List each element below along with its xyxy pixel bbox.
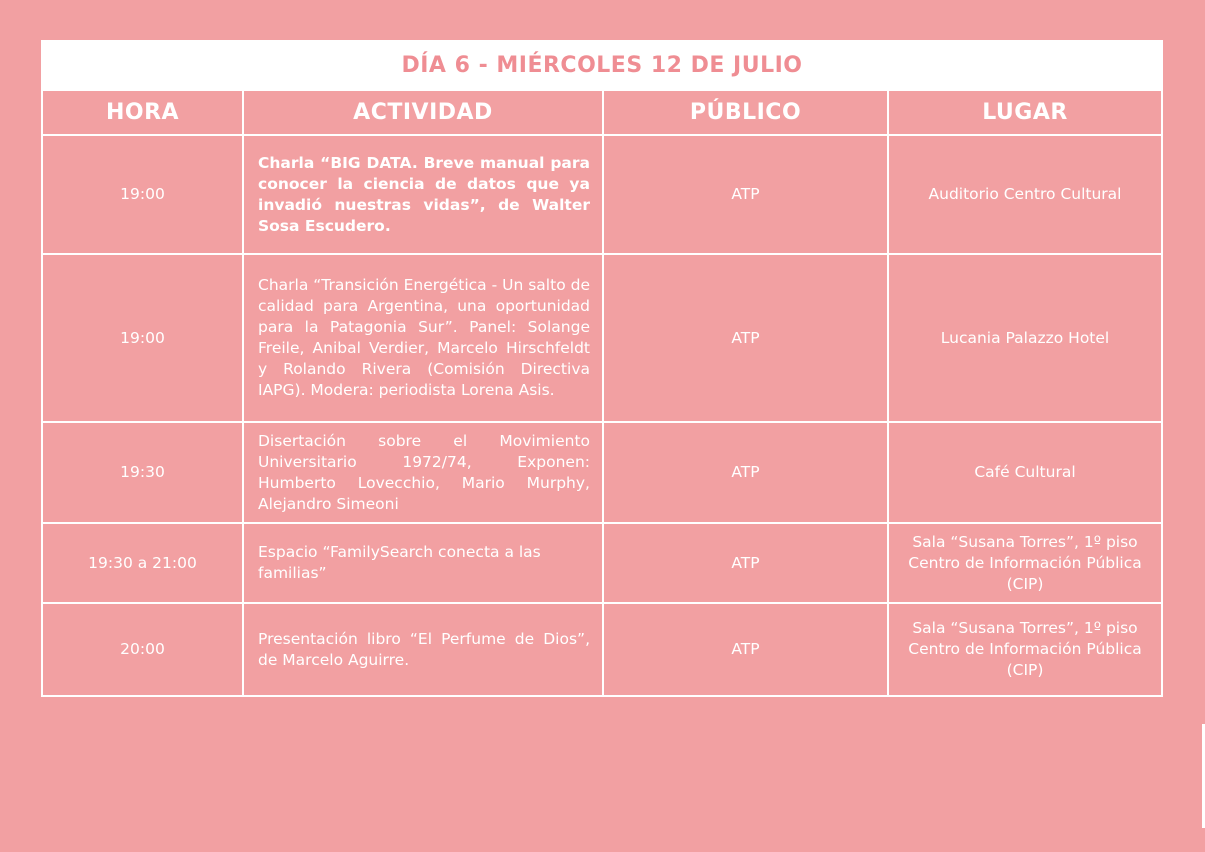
cell-actividad: Presentación libro “El Perfume de Dios”, de Marcelo Aguirre. <box>243 603 603 695</box>
header-actividad: ACTIVIDAD <box>243 90 603 135</box>
day-title: DÍA 6 - MIÉRCOLES 12 DE JULIO <box>43 42 1161 89</box>
cell-publico: ATP <box>603 523 888 603</box>
cell-actividad: Charla “Transición Energética - Un salto de calidad para Argentina, una oportunidad para la Patagonia Sur”. Panel: Solange Freile, Anibal Verdier, Marcelo Hirschfeldt y Rolando Rivera (Comisión Directiva IAPG). Modera: periodista Lorena Asis. <box>243 254 603 422</box>
cell-actividad: Charla “BIG DATA. Breve manual para conocer la ciencia de datos que ya invadió nuestras vidas”, de Walter Sosa Escudero. <box>243 135 603 254</box>
cell-hora: 19:30 <box>43 422 243 523</box>
cell-hora: 20:00 <box>43 603 243 695</box>
header-row <box>43 90 1161 135</box>
table-row <box>43 254 1161 422</box>
cell-hora: 19:00 <box>43 254 243 422</box>
cell-publico: ATP <box>603 422 888 523</box>
cell-publico: ATP <box>603 254 888 422</box>
cell-hora: 19:00 <box>43 135 243 254</box>
cell-publico: ATP <box>603 603 888 695</box>
cell-actividad: Disertación sobre el Movimiento Universitario 1972/74, Exponen: Humberto Lovecchio, Mario Murphy, Alejandro Simeoni <box>243 422 603 523</box>
cell-lugar: Sala “Susana Torres”, 1º piso Centro de Información Pública (CIP) <box>888 523 1161 603</box>
table-row <box>43 422 1161 523</box>
table-row <box>43 523 1161 603</box>
table-row <box>43 135 1161 254</box>
cell-lugar: Sala “Susana Torres”, 1º piso Centro de Información Pública (CIP) <box>888 603 1161 695</box>
cell-lugar: Lucania Palazzo Hotel <box>888 254 1161 422</box>
header-lugar: LUGAR <box>888 90 1161 135</box>
cell-actividad: Espacio “FamilySearch conecta a las familias” <box>243 523 603 603</box>
table-row <box>43 603 1161 695</box>
schedule-table-container <box>41 40 1163 697</box>
cell-lugar: Café Cultural <box>888 422 1161 523</box>
header-hora: HORA <box>43 90 243 135</box>
header-publico: PÚBLICO <box>603 90 888 135</box>
cell-lugar: Auditorio Centro Cultural <box>888 135 1161 254</box>
cell-hora: 19:30 a 21:00 <box>43 523 243 603</box>
cell-publico: ATP <box>603 135 888 254</box>
schedule-table <box>43 89 1161 695</box>
